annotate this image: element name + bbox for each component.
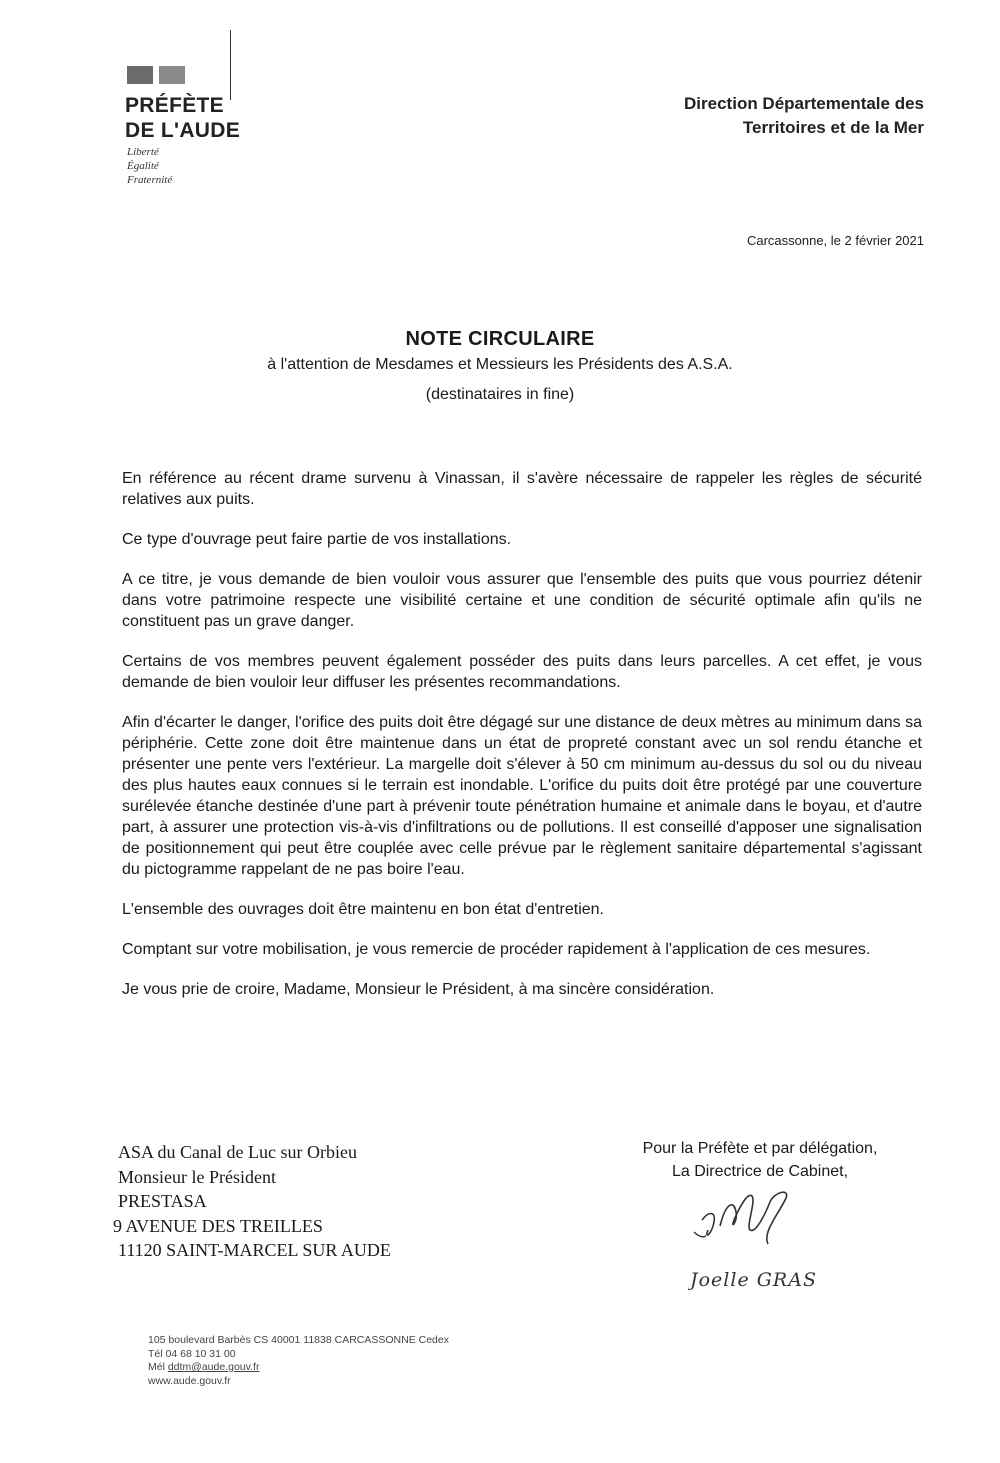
addressee-line: PRESTASA <box>118 1191 207 1211</box>
letter-date: Carcassonne, le 2 février 2021 <box>746 233 924 248</box>
footer-website[interactable]: www.aude.gouv.fr <box>148 1374 231 1387</box>
signature-line-1: Pour la Préfète et par délégation, <box>642 1140 878 1157</box>
footer-mail-label: Mél <box>148 1361 165 1373</box>
body-paragraph: A ce titre, je vous demande de bien vouloir vous assurer que l'ensemble des puits que vous pourriez détenir dans votre patrimoine respecte une visibilité certaine et une condition de sécurité optimale afin qu'ils ne constituent pas un grave danger. <box>122 571 922 630</box>
addressee-line: 11120 SAINT-MARCEL SUR AUDE <box>118 1240 391 1260</box>
prefecture-line-1: PRÉFÈTE <box>125 94 224 117</box>
footer-tel: Tél 04 68 10 31 00 <box>148 1347 236 1360</box>
signature-block <box>600 1137 920 1183</box>
body-paragraph: Ce type d'ouvrage peut faire partie de vos installations. <box>122 531 512 548</box>
body-paragraph: Afin d'écarter le danger, l'orifice des puits doit être dégagé sur une distance de deux mètres au minimum dans sa périphérie. Cette zone doit être maintenue dans un état de propreté constant avec un sol rendu étanche et présenter une pente vers l'extérieur. La margelle doit s'élever à 50 cm minimum au-dessus du sol ou du niveau des plus hautes eaux connues si le terrain est inondable. L'orifice du puits doit être protégé par une couverture surélevée étanche destinée d'une part à prévenir toute pénétration humaine et animale dans le boyau, et d'autre part, à assurer une protection vis-à-vis d'infiltrations ou de pollutions. Il est conseillé d'apposer une signalisation de positionnement qui peut être couplée avec celle prévue par le règlement sanitaire départemental s'agissant du pictogramme rappelant de ne pas boire l'eau. <box>122 714 922 878</box>
footer-mail-link[interactable]: ddtm@aude.gouv.fr <box>167 1361 260 1373</box>
body-paragraph: L'ensemble des ouvrages doit être maintenu en bon état d'entretien. <box>122 901 604 918</box>
addressee-line: Monsieur le Président <box>118 1166 276 1187</box>
direction-line-1: Direction Départementale des <box>684 94 924 113</box>
footer-contact <box>148 1334 449 1388</box>
marianne-logo-icon <box>127 66 185 84</box>
signatory-name-handwritten <box>688 1262 828 1294</box>
body-paragraph: Je vous prie de croire, Madame, Monsieur le Président, à ma sincère considération. <box>122 981 715 998</box>
document-title: NOTE CIRCULAIRE <box>405 328 595 350</box>
letter-body <box>122 468 922 1019</box>
republic-motto <box>127 145 172 187</box>
addressee-block <box>113 1140 391 1263</box>
handwritten-signature-icon <box>690 1182 810 1252</box>
header-divider <box>230 30 231 100</box>
document-subtitle: à l'attention de Mesdames et Messieurs les Présidents des A.S.A. <box>267 356 733 373</box>
body-paragraph: En référence au récent drame survenu à Vinassan, il s'avère nécessaire de rappeler les règles de sécurité relatives aux puits. <box>122 470 922 508</box>
addressee-line: 9 AVENUE DES TREILLES <box>113 1215 323 1236</box>
prefecture-line-2: DE L'AUDE <box>125 119 241 142</box>
motto-fraternite: Fraternité <box>127 174 173 186</box>
body-paragraph: Certains de vos membres peuvent également posséder des puits dans leurs parcelles. A cet effet, je vous demande de bien vouloir leur diffuser les présentes recommandations. <box>122 653 922 691</box>
signature-line-2: La Directrice de Cabinet, <box>671 1163 849 1180</box>
prefecture-name <box>125 93 240 143</box>
footer-mail-row <box>148 1361 449 1375</box>
footer-address: 105 boulevard Barbès CS 40001 11838 CARCASSONNE Cedex <box>148 1334 449 1346</box>
direction-line-2: Territoires et de la Mer <box>742 118 924 137</box>
motto-egalite: Égalité <box>127 160 159 172</box>
signatory-name: Joelle GRAS <box>690 1269 817 1291</box>
motto-liberte: Liberté <box>127 146 159 158</box>
document-recipients-note: (destinataires in fine) <box>425 386 575 403</box>
direction-name <box>684 92 924 140</box>
body-paragraph: Comptant sur votre mobilisation, je vous remercie de procéder rapidement à l'application de ces mesures. <box>122 941 871 958</box>
addressee-line: ASA du Canal de Luc sur Orbieu <box>118 1142 357 1162</box>
